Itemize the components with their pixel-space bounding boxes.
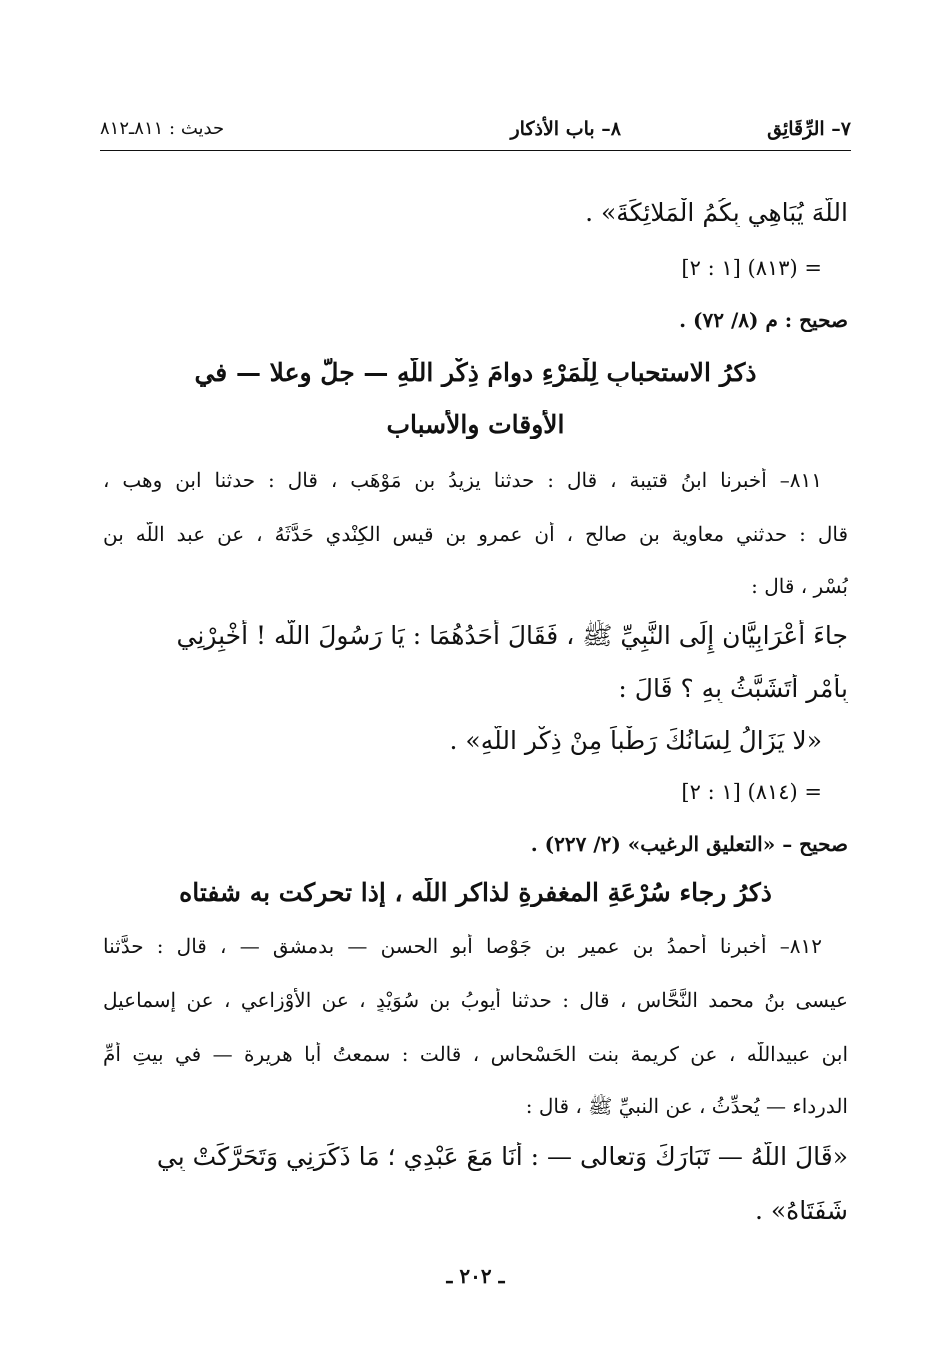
grading-811: صحيح – «التعليق الرغيب» (٢/ ٢٢٧) . — [530, 832, 848, 856]
hadith-811-saying: «لا يَزَالُ لِسَانُكَ رَطْباً مِنْ ذِكْرِ اللّهِ» . — [449, 726, 822, 755]
reference-814: = (٨١٤) [١ : ٢] — [681, 780, 822, 804]
chapter-title: ٧– الرِّقَائِق — [767, 118, 851, 140]
hadith-811-chain: بُسْر ، قال : — [751, 574, 848, 598]
chapter-heading-remembrance-cont: الأوقات والأسباب — [386, 410, 565, 439]
hadith-811-chain: قال : حدثني معاوية بن صالح ، أن عمرو بن قيس الكِنْدي حَدَّثَهُ ، عن عبد اللّه بن — [103, 522, 848, 546]
chapter-heading-remembrance: ذكرُ الاستحبابِ لِلْمَرْءِ دوامَ ذِكْرِ اللّهِ — جلَّ وعلا — في — [194, 358, 757, 387]
hadith-812-text: «قَالَ اللّهُ — تَبَارَكَ وَتعالى — : أَنَا مَعَ عَبْدِي ؛ مَا ذَكَرَنِي وَتَحَرَّكَتْ بِي — [156, 1142, 848, 1171]
hadith-811-text: جاءَ أَعْرَابِيَّان إِلَى النَّبِيِّ ﷺ ، فَقَالَ أَحَدُهُمَا : يَا رَسُولَ اللّه ! أَخْبِرْنِي — [176, 621, 848, 650]
hadith-811-chain: ٨١١– أخبرنا ابنُ قتيبة ، قال : حدثنا يزيدُ بن مَوْهَب ، قال : حدثنا ابن وهب ، — [103, 468, 822, 492]
hadith-range: حديث : ٨١١ـ٨١٢ — [100, 118, 225, 139]
grading-813: صحيح : م (٨/ ٧٢) . — [679, 308, 848, 332]
chapter-heading-forgiveness: ذكرُ رجاء سُرْعَةِ المغفرةِ لذاكر اللّه ، إذا تحركت به شفتاه — [179, 878, 772, 907]
page-header — [100, 118, 851, 152]
hadith-812-chain: ابن عبيداللّه ، عن كريمة بنت الحَسْحاس ، قالت : سمعتُ أبا هريرة — في بيتِ أمِّ — [103, 1042, 848, 1066]
reference-813: = (٨١٣) [١ : ٢] — [681, 256, 822, 280]
header-rule — [100, 150, 851, 151]
quote-continuation: اللّهَ يُبَاهِي بِكُمُ الْمَلائِكَةَ» . — [585, 198, 848, 227]
section-title: ٨– باب الأذكار — [510, 118, 621, 140]
hadith-812-chain: ٨١٢– أخبرنا أحمدُ بن عمير بن جَوْصا أبو الحسن — بدمشق — ، قال : حدَّثنا — [103, 934, 822, 958]
page-number: ـ ٢٠٢ ـ — [446, 1264, 505, 1288]
hadith-812-chain: عيسى بنُ محمد النَّحَّاس ، قال : حدثنا أيوبُ بن سُوَيْدٍ ، عن الأَوْزاعي ، عن إسماعيل — [103, 988, 848, 1012]
hadith-811-text: بِأَمْرٍ أَتَشَبَّثُ بِهِ ؟ قَالَ : — [618, 674, 848, 703]
hadith-812-text: شَفَتَاهُ» . — [754, 1196, 848, 1225]
hadith-812-chain: الدرداء — يُحدِّثُ ، عن النبيِّ ﷺ ، قال : — [525, 1094, 848, 1118]
